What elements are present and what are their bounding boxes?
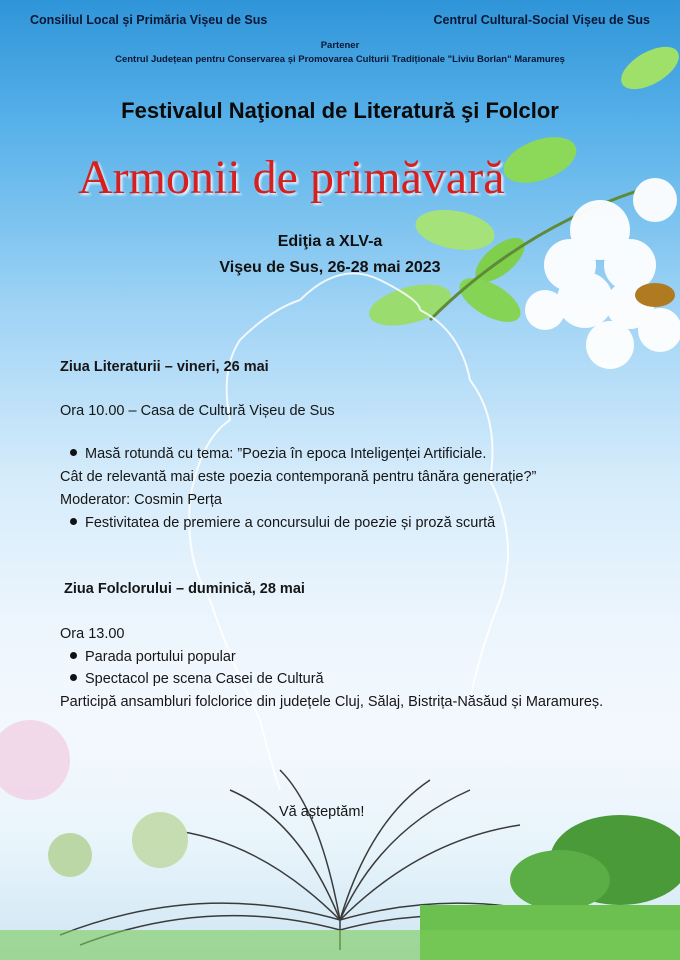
literature-day-heading: Ziua Literaturii – vineri, 26 mai: [60, 359, 269, 375]
round-table-text-2: Cât de relevantă mai este poezia contemporană pentru tânăra generație?”: [60, 469, 537, 485]
moderator: Moderator: Cosmin Perța: [60, 492, 222, 508]
closing-text: Vă așteptăm!: [279, 804, 365, 820]
festival-title: Armonii de primăvară: [78, 151, 505, 204]
folklore-day-time: Ora 13.00: [60, 626, 125, 642]
awards-text: Festivitatea de premiere a concursului de poezie și proză scurtă: [85, 515, 496, 531]
list-item: [70, 671, 324, 687]
festival-name: Festivalul Naţional de Literatură şi Folclor: [121, 98, 559, 123]
list-item: [70, 515, 495, 531]
organizer-left: Consiliul Local și Primăria Vișeu de Sus: [30, 13, 268, 27]
bullet-icon: [70, 652, 77, 659]
bullet-icon: [70, 674, 77, 681]
partner-name: Centrul Județean pentru Conservarea și Promovarea Culturii Tradiționale "Liviu Borlan" Maramureș: [115, 54, 565, 65]
literature-day-time: Ora 10.00 – Casa de Cultură Vișeu de Sus: [60, 403, 335, 419]
round-table-text: Masă rotundă cu tema: ”Poezia în epoca Inteligenței Artificiale.: [85, 446, 487, 462]
list-item: [70, 446, 486, 462]
organizer-right: Centrul Cultural-Social Vișeu de Sus: [433, 13, 650, 27]
silhouette-outline: [189, 273, 508, 790]
edition: Ediţia a XLV-a: [277, 233, 383, 250]
parade-text: Parada portului popular: [85, 649, 236, 665]
participants-text: Participă ansambluri folclorice din județele Cluj, Sălaj, Bistrița-Năsăud și Maramureș.: [60, 694, 604, 710]
bullet-icon: [70, 449, 77, 456]
flower-buds-illustration: [0, 720, 188, 877]
folklore-day-heading: Ziua Folclorului – duminică, 28 mai: [64, 581, 305, 597]
show-text: Spectacol pe scena Casei de Cultură: [85, 671, 324, 687]
landscape-illustration: [0, 815, 680, 960]
bullet-icon: [70, 518, 77, 525]
place-date: Vişeu de Sus, 26-28 mai 2023: [219, 259, 441, 276]
blossom-illustration: [525, 178, 680, 369]
partner-label: Partener: [320, 40, 360, 51]
list-item: [70, 649, 236, 665]
bee-illustration: [635, 283, 675, 307]
